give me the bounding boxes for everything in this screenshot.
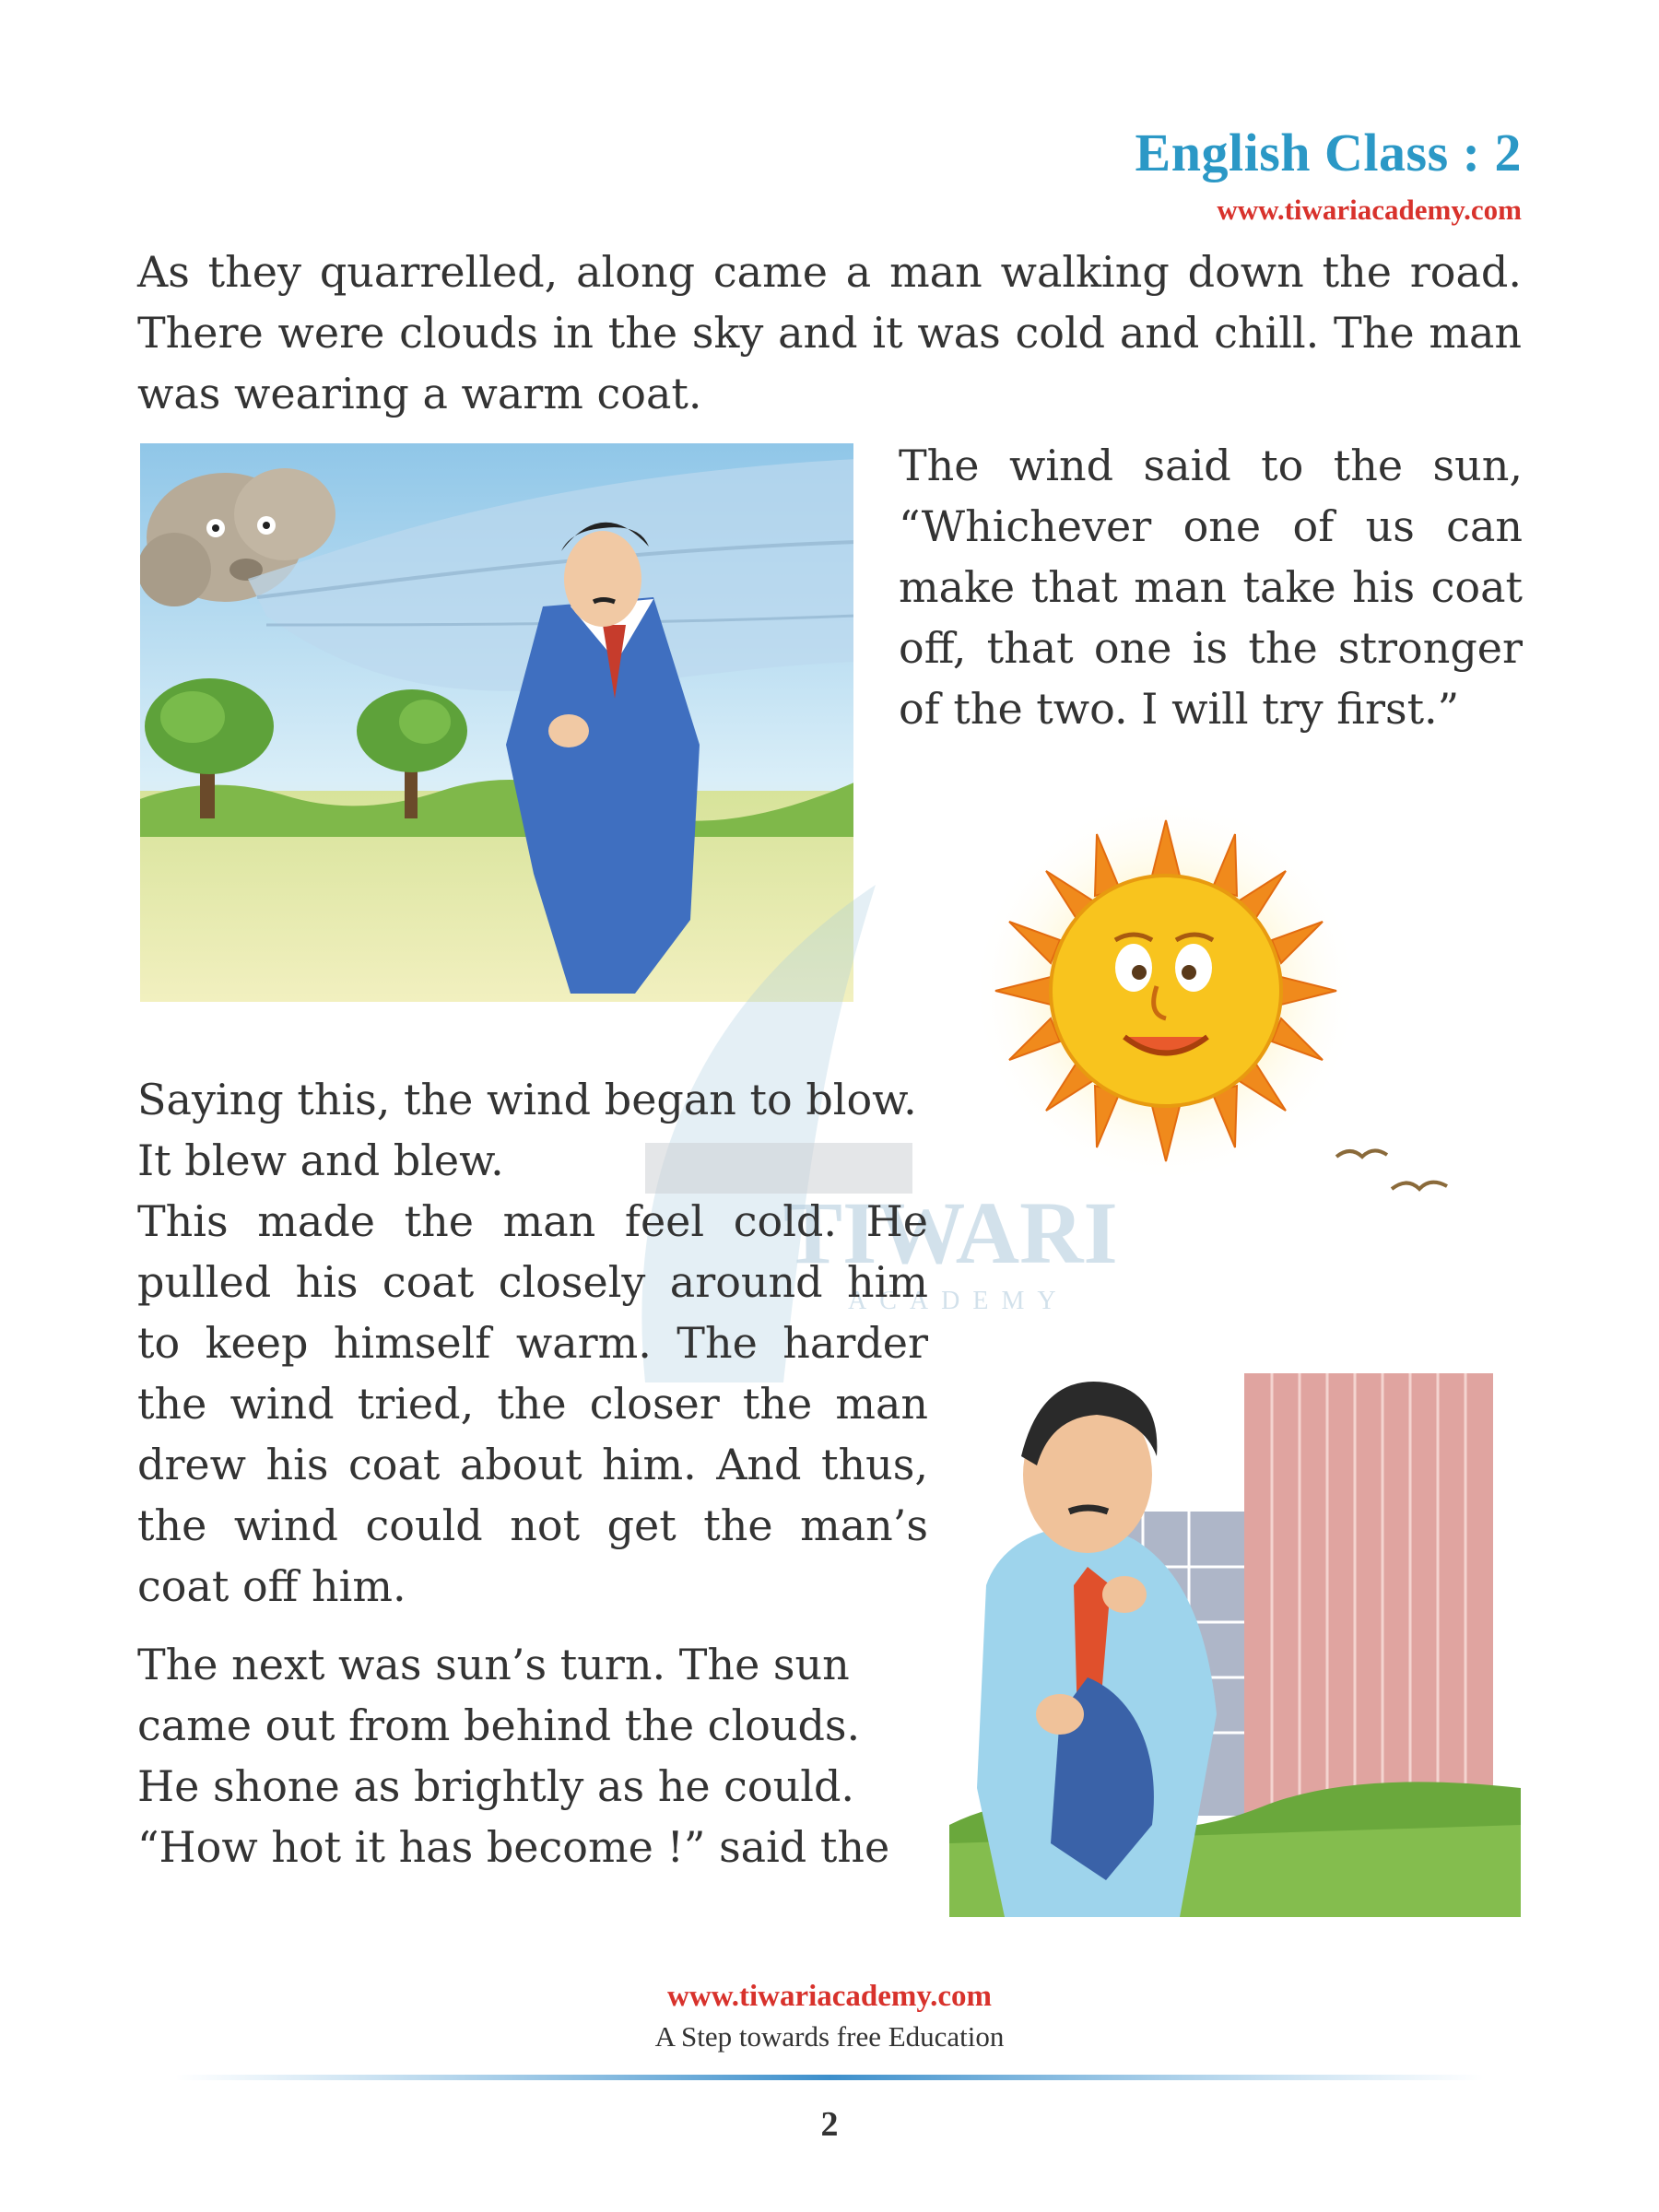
text-line: of the two. I will try first.”	[899, 684, 1460, 734]
page-number: 2	[820, 2105, 839, 2144]
text-line: He shone as brightly as he could.	[137, 1761, 855, 1811]
watermark-name: TIWARI	[783, 1183, 1118, 1282]
footer-divider	[175, 2067, 1484, 2075]
text-line: coat off him.	[137, 1561, 406, 1611]
text-line: off, that one is the stronger	[899, 623, 1523, 673]
text-line: pulled his coat closely around him	[137, 1257, 928, 1307]
text-line: drew his coat about him. And thus,	[137, 1440, 928, 1489]
text-line: to keep himself warm. The harder	[137, 1318, 928, 1368]
paragraph-3	[137, 1069, 930, 1191]
header-title: English Class : 2	[1135, 123, 1522, 182]
footer-tagline: A Step towards free Education	[654, 2020, 1005, 2053]
man-holding-coat-illustration	[949, 1235, 1521, 1917]
text-line: Saying this, the wind began to blow.	[137, 1075, 917, 1124]
birds-illustration	[1327, 1138, 1456, 1212]
smiling-sun-illustration	[959, 793, 1364, 1189]
text-line: There were clouds in the sky and it was cold and chill. The man	[137, 308, 1522, 358]
text-line: The next was sun’s turn. The sun	[137, 1640, 850, 1689]
header-url[interactable]: www.tiwariacademy.com	[1217, 194, 1522, 226]
text-line: This made the man feel cold. He	[137, 1196, 928, 1246]
paragraph-5	[137, 1634, 930, 1877]
footer-url[interactable]: www.tiwariacademy.com	[667, 1980, 992, 2013]
text-line: the wind tried, the closer the man	[137, 1379, 928, 1429]
text-line: “Whichever one of us can	[899, 501, 1523, 551]
text-line: It blew and blew.	[137, 1135, 504, 1185]
paragraph-2	[899, 435, 1523, 739]
text-line: make that man take his coat	[899, 562, 1523, 612]
paragraph-1	[137, 241, 1522, 424]
watermark-subtitle: ACADEMY	[848, 1287, 1069, 1315]
text-line: “How hot it has become !” said the	[137, 1822, 890, 1872]
text-line: the wind could not get the man’s	[137, 1500, 928, 1550]
text-line: The wind said to the sun,	[899, 441, 1523, 490]
text-line: As they quarrelled, along came a man walking down the road.	[137, 247, 1522, 297]
text-line: was wearing a warm coat.	[137, 369, 702, 418]
paragraph-4	[137, 1191, 928, 1617]
text-line: came out from behind the clouds.	[137, 1700, 861, 1750]
